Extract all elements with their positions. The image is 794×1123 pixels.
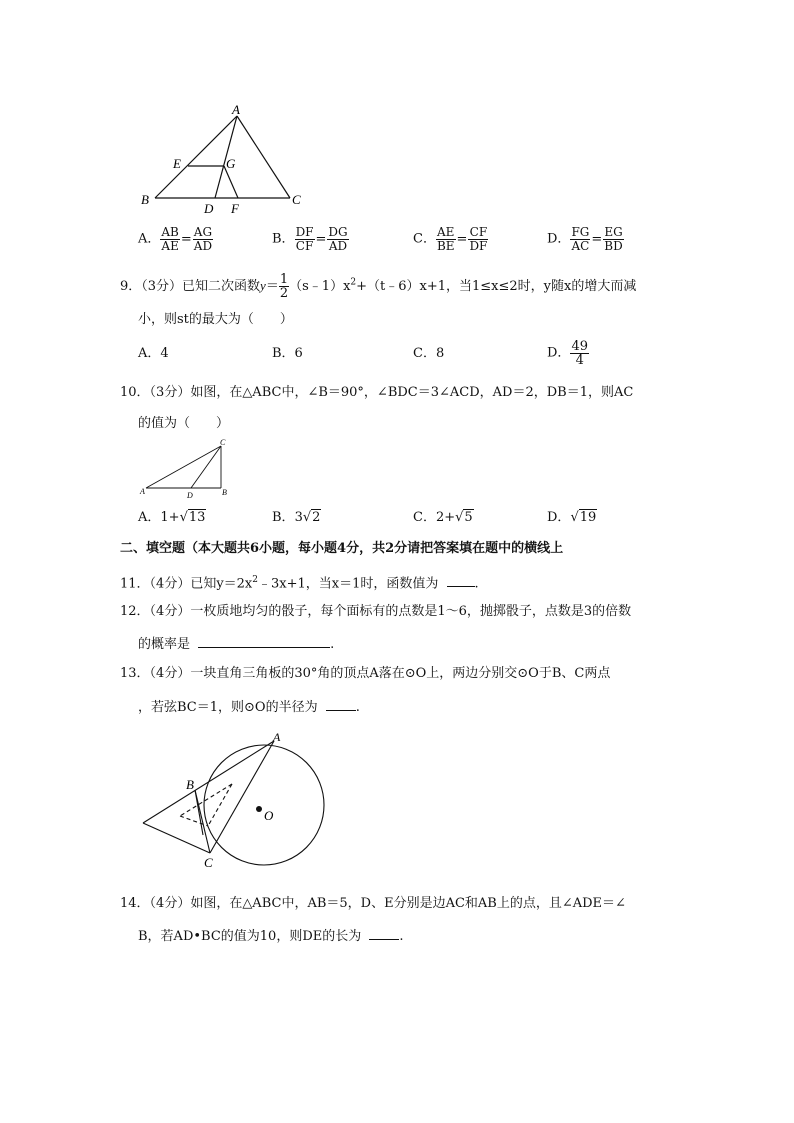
label-E: E: [173, 156, 181, 171]
q13-end: .: [355, 700, 360, 715]
fraction-denominator: BE: [436, 239, 455, 253]
label-D: D: [204, 201, 214, 216]
option-key: B．: [272, 231, 295, 247]
label-A: A: [273, 730, 281, 744]
q9-option-d: [547, 340, 589, 367]
q8-option-a: A． $\frac{AB}{AE}$ = $\frac{AG}{AD}$: [138, 225, 213, 253]
answer-blank[interactable]: [447, 574, 475, 587]
fraction-numerator: DF: [295, 225, 314, 239]
q14-line2: [138, 927, 404, 945]
option-key: D．: [547, 231, 571, 247]
option-key: A．: [138, 510, 161, 525]
option-key: C．: [413, 510, 436, 525]
label-G: G: [226, 156, 236, 171]
fraction-numerator: CF: [469, 225, 488, 239]
q8-option-b: B． $\frac{DF}{CF}$ = $\frac{DG}{AD}$: [272, 225, 348, 253]
q9-prefix: 9．（3分）已知二次函数: [120, 279, 261, 294]
fraction-denominator: CF: [295, 239, 314, 253]
fraction-denominator: AC: [571, 239, 590, 253]
label-C: C: [220, 438, 226, 447]
fraction-numerator: 49: [571, 339, 588, 354]
q9-sup: 2: [350, 277, 357, 288]
fraction-numerator: AB: [161, 225, 179, 239]
q8-option-d: D． $\frac{FG}{AC}$ = $\frac{EG}{BD}$: [547, 225, 623, 253]
q12-line2: [138, 635, 334, 653]
q10-line2: 的值为（ ）: [138, 416, 230, 431]
label-B: B: [222, 488, 227, 497]
triangle-figure-q8: [135, 100, 315, 220]
q9-frac-den: 2: [279, 286, 289, 301]
label-F: F: [231, 201, 239, 216]
q9-part2: +（t﹣6）x+1，当1≤x≤2时，y随x的增大而减: [356, 279, 637, 294]
q10-option-c: C．2+√5: [413, 510, 473, 525]
q9-line2: 小，则st的最大为（ ）: [138, 312, 293, 327]
circle-triangle-figure-q13: [136, 726, 336, 876]
q11-line: [120, 572, 479, 592]
q9-option-a: A．4: [138, 346, 169, 361]
q10-option-a: A．1+√13: [138, 510, 206, 525]
option-key: D．: [547, 345, 571, 361]
right-triangle-figure-q10: [138, 436, 238, 500]
label-D: D: [187, 491, 193, 500]
fraction-numerator: FG: [571, 225, 590, 239]
q14-line2-text: B，若AD•BC的值为10，则DE的长为: [138, 929, 362, 944]
fraction-numerator: AE: [437, 225, 455, 239]
q9-frac-num: 1: [279, 272, 289, 287]
answer-blank[interactable]: [369, 927, 399, 940]
answer-blank[interactable]: [198, 635, 330, 648]
fraction-numerator: EG: [604, 225, 623, 239]
option-key: D．: [547, 510, 571, 525]
q14-end: .: [399, 929, 404, 944]
label-A: A: [140, 487, 145, 496]
q14-line1: 14．（4分）如图，在△ABC中，AB＝5，D、E分别是边AC和AB上的点，且∠ADE＝∠: [120, 896, 626, 911]
q9-option-b: B．6: [272, 346, 303, 361]
fraction-denominator: DF: [469, 239, 488, 253]
radicand: 5: [464, 510, 473, 525]
q13-line1: 13．（4分）一块直角三角板的30°角的顶点A落在⊙O上，两边分别交⊙O于B、C两点: [120, 666, 611, 681]
answer-blank[interactable]: [326, 698, 356, 711]
q10-option-d: D．√19: [547, 510, 597, 525]
q12-end: .: [330, 637, 335, 652]
label-O: O: [264, 808, 274, 823]
fraction-denominator: 4: [575, 353, 584, 368]
label-B: B: [141, 192, 149, 207]
fraction-denominator: BD: [604, 239, 623, 253]
option-key: C．: [413, 231, 436, 247]
q9-line1: [120, 273, 636, 300]
fraction-numerator: AG: [193, 225, 213, 239]
q13-line2-text: ，若弦BC＝1，则⊙O的半径为: [138, 700, 318, 715]
q10-option-b: B．3√2: [272, 510, 321, 525]
radicand: 13: [188, 510, 206, 525]
q11-pre: 11．（4分）已知y＝2x: [120, 576, 253, 592]
option-prefix: 3: [294, 510, 303, 525]
label-B: B: [186, 777, 194, 792]
option-key: B．: [272, 510, 295, 525]
q9-part1: （s﹣1）x: [289, 279, 351, 294]
option-prefix: 1+: [160, 510, 180, 525]
q9-option-c: C．8: [413, 346, 445, 361]
fraction-denominator: AE: [161, 239, 179, 253]
q13-line2: [138, 698, 360, 716]
q9-eq: ＝: [265, 279, 279, 294]
q12-line1: 12．（4分）一枚质地均匀的骰子，每个面标有的点数是1～6，抛掷骰子，点数是3的倍数: [120, 604, 632, 619]
fraction-denominator: AD: [193, 239, 213, 253]
fraction-denominator: AD: [328, 239, 348, 253]
option-prefix: 2+: [435, 510, 456, 525]
q11-end: .: [474, 576, 479, 592]
label-A: A: [232, 102, 240, 117]
q9-y: y: [260, 278, 266, 293]
section-heading: 二、填空题（本大题共6小题，每小题4分，共2分请把答案填在题中的横线上: [120, 541, 564, 556]
q10-line1: 10．（3分）如图，在△ABC中，∠B＝90°，∠BDC＝3∠ACD，AD＝2，DB＝1，则AC: [120, 385, 634, 400]
option-key: A．: [138, 231, 161, 247]
q11-post: ﹣3x+1，当x＝1时，函数值为: [258, 576, 439, 592]
radicand: 2: [312, 510, 321, 525]
q11-sup: 2: [252, 575, 258, 585]
label-C: C: [204, 855, 213, 870]
q8-option-c: C． $\frac{AE}{BE}$ = $\frac{CF}{DF}$: [413, 225, 488, 253]
fraction-numerator: DG: [328, 225, 348, 239]
q12-line2-text: 的概率是: [138, 637, 191, 652]
radicand: 19: [579, 510, 597, 525]
label-C: C: [292, 192, 301, 207]
